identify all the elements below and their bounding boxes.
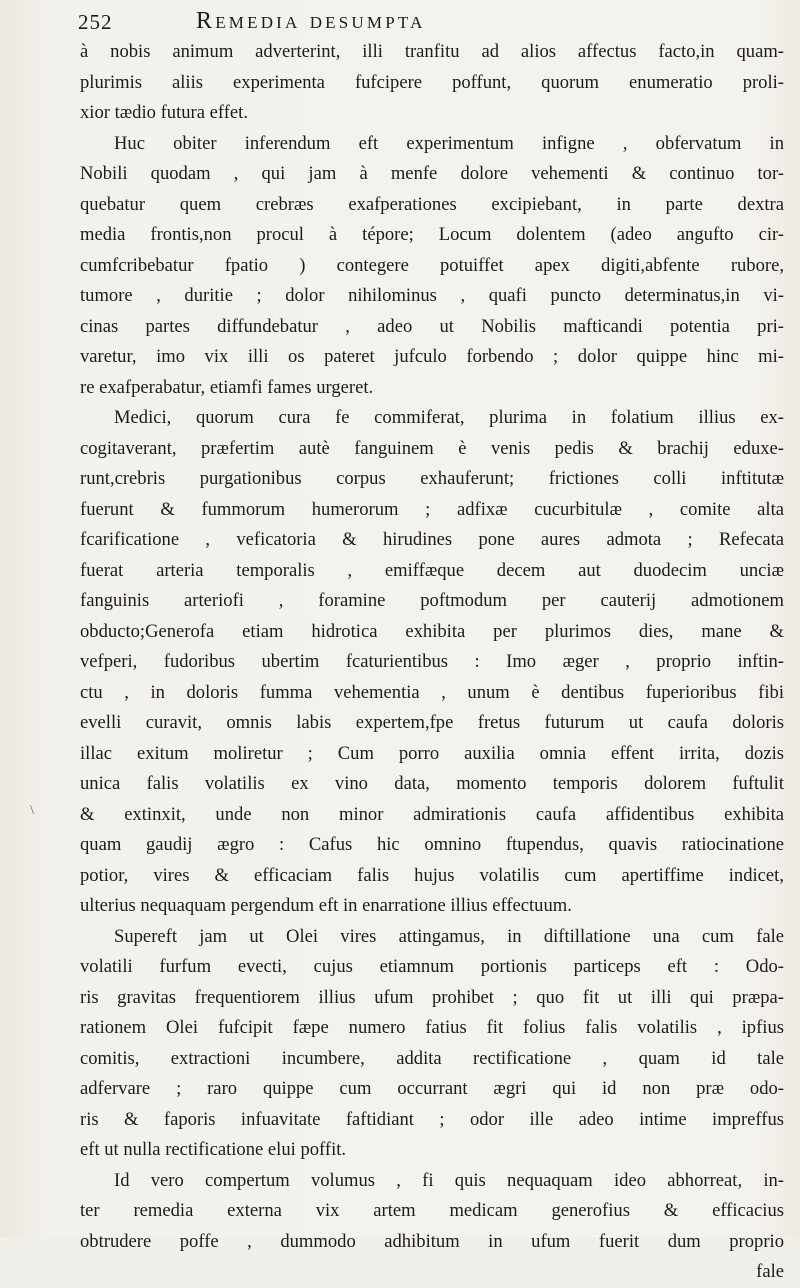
- text-line: fuerat arteria temporalis , emiffæque decem aut duodecim unciæ: [80, 559, 784, 581]
- text-line: ter remedia externa vix artem medicam generofius & efficacius: [80, 1200, 784, 1221]
- text-line: cinas partes diffundebatur , adeo ut Nobilis mafticandi potentia pri-: [80, 315, 784, 337]
- text-line: Nobili quodam , qui jam à menfe dolore vehementi & continuo tor-: [80, 163, 784, 184]
- text-line: evelli curavit, omnis labis expertem,fpe fretus futurum ut caufa doloris: [80, 712, 784, 733]
- text-line: illac exitum moliretur ; Cum porro auxilia omnia effent irrita, dozis: [80, 742, 784, 764]
- text-line: media frontis,non procul à tépore; Locum dolentem (adeo angufto cir-: [80, 224, 784, 245]
- text-line: plurimis aliis experimenta fufcipere poffunt, quorum enumeratio proli-: [80, 71, 784, 93]
- marginal-mark: \: [30, 803, 34, 818]
- text-line: ulterius nequaquam pergendum eft in enarratione illius effectuum.: [80, 895, 572, 916]
- text-line: vefperi, fudoribus ubertim fcaturientibus : Imo æger , proprio inftin-: [80, 651, 784, 672]
- text-line: ris gravitas frequentiorem illius ufum prohibet ; quo fit ut illi qui præpa-: [80, 986, 784, 1008]
- text-line: rationem Olei fufcipit fæpe numero fatius fit folius falis volatilis , ipfius: [80, 1017, 784, 1038]
- text-line: ris & faporis infuavitate faftidiant ; odor ille adeo intime impreffus: [80, 1108, 784, 1130]
- text-line: eft ut nulla rectificatione elui poffit.: [80, 1139, 347, 1160]
- text-line: comitis, extractioni incumbere, addita rectificatione , quam id tale: [80, 1047, 784, 1069]
- text-line: quebatur quem crebræs exafperationes excipiebant, in parte dextra: [80, 193, 784, 215]
- text-line: re exafperabatur, etiamfi fames urgeret.: [80, 376, 374, 398]
- text-line: obtrudere poffe , dummodo adhibitum in ufum fuerit dum proprio: [80, 1230, 784, 1252]
- text-line: unica falis volatilis ex vino data, momento temporis dolorem fuftulit: [80, 773, 784, 794]
- text-line: cumfcribebatur fpatio ) contegere potuiffet apex digiti,abfente rubore,: [80, 254, 784, 276]
- text-line: ctu , in doloris fumma vehementia , unum è dentibus fuperioribus fibi: [80, 681, 784, 703]
- text-line: obducto;Generofa etiam hidrotica exhibita per plurimos dies, mane &: [80, 620, 784, 642]
- catchword: fale: [756, 1261, 784, 1282]
- text-line: Huc obiter inferendum eft experimentum infigne , obfervatum in: [114, 132, 784, 154]
- body-text: [80, 37, 784, 1288]
- text-line: & extinxit, unde non minor admirationis caufa affidentibus exhibita: [80, 803, 784, 825]
- text-line: à nobis animum adverterint, illi tranfitu ad alios affectus facto,in quam-: [80, 41, 784, 62]
- text-line: tumore , duritie ; dolor nihilominus , quafi puncto determinatus,in vi-: [80, 285, 784, 306]
- text-line: fanguinis arteriofi , foramine poftmodum per cauterij admotionem: [80, 590, 784, 611]
- text-line: fuerunt & fummorum humerorum ; adfixæ cucurbitulæ , comite alta: [80, 498, 784, 520]
- text-line: potior, vires & efficaciam falis hujus volatilis cum apertiffime indicet,: [80, 864, 784, 886]
- text-line: Supereft jam ut Olei vires attingamus, in diftillatione una cum fale: [114, 925, 784, 947]
- running-title: Remedia desumpta: [196, 8, 426, 34]
- text-line: volatili furfum evecti, cujus etiamnum portionis particeps eft : Odo-: [80, 956, 784, 977]
- text-line: runt,crebris purgationibus corpus exhauferunt; frictiones colli inftitutæ: [80, 468, 784, 489]
- text-line: cogitaverant, præfertim autè fanguinem è venis pedis & brachij eduxe-: [80, 437, 784, 459]
- text-line: varetur, imo vix illi os pateret jufculo forbendo ; dolor quippe hinc mi-: [80, 346, 784, 367]
- text-line: adfervare ; raro quippe cum occurrant ægri qui id non præ odo-: [80, 1078, 784, 1099]
- text-line: xior tædio futura effet.: [80, 102, 248, 123]
- page-header: [78, 8, 783, 38]
- text-line: quam gaudij ægro : Cafus hic omnino ftupendus, quavis ratiocinatione: [80, 834, 784, 855]
- text-line: fcarificatione , veficatoria & hirudines pone aures admota ; Refecata: [80, 529, 784, 550]
- text-line: Medici, quorum cura fe commiferat, plurima in folatium illius ex-: [114, 407, 784, 428]
- page-number: 252: [78, 10, 113, 34]
- text-line: Id vero compertum volumus , fi quis nequaquam ideo abhorreat, in-: [114, 1169, 784, 1191]
